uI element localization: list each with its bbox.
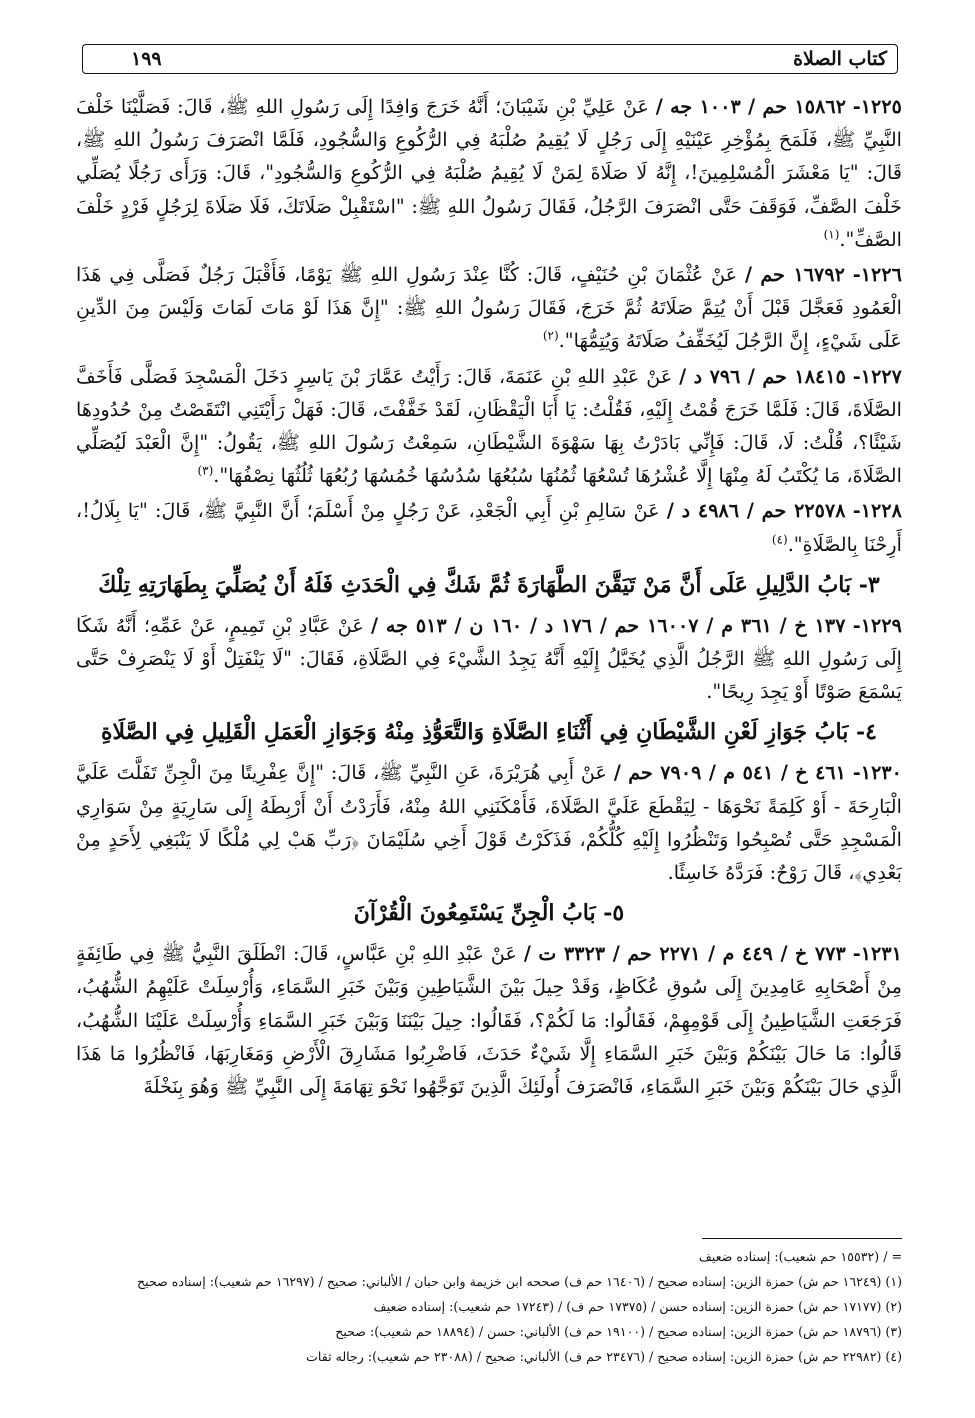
hadith-1227 bbox=[76, 360, 902, 493]
hadith-number: ١٢٢٥- bbox=[852, 95, 902, 118]
hadith-refs: ١٥٨٦٢ حم / ١٠٠٣ جه / bbox=[655, 95, 847, 118]
hadith-text: عَنْ عَلِيِّ بْنِ شَيْبَانَ؛ أَنَّهُ خَرَجَ وَافِدًا إِلَى رَسُولِ اللهِ ﷺ، قَالَ: فَصَلَّيْنَا خَلْفَ النَّبِيِّ ﷺ، فَلَمَحَ بِمُؤْخِرِ عَيْنَيْهِ إِلَى رَجُلٍ لَا يُقِيمُ صُلْبَهُ فِي الرُّكُوعِ وَالسُّجُودِ، فَلَمَّا انْصَرَفَ رَسُولُ اللهِ ﷺ، قَالَ: "يَا مَعْشَرَ الْمُسْلِمِينَ!، إِنَّهُ لَا صَلَاةَ لِمَنْ لَا يُقِيمُ صُلْبَهُ فِي الرُّكُوعِ وَالسُّجُودِ"، قَالَ: وَرَأَى رَجُلًا يُصَلِّي خَلْفَ الصَّفِّ، فَوَقَفَ حَتَّى انْصَرَفَ الرَّجُلُ، فَقَالَ رَسُولُ اللهِ ﷺ: "اسْتَقْبِلْ صَلَاتَكَ، فَلَا صَلَاةَ لِرَجُلٍ فَرْدٍ خَلْفَ الصَّفِّ". bbox=[76, 95, 902, 251]
footnote-item: (١) (١٦٢٤٩ حم ش) حمزة الزين: إسناده صحيح / (١٦٤٠٦ حم ف) صححه ابن خزيمة وابن حبان / الألباني: صحيح / (١٦٢٩٧ حم شعيب): إسناده صحيح bbox=[137, 1274, 902, 1289]
hadith-refs: ١٣٧ خ / ٣٦١ م / ١٦٠٠٧ حم / ١٧٦ د / ١٦٠ ن / ٥١٣ جه / bbox=[371, 613, 846, 637]
book-title: كتاب الصلاة bbox=[793, 48, 887, 70]
hadith-1226 bbox=[76, 258, 902, 358]
hadith-text: عَنْ سَالِمِ بْنِ أَبِي الْجَعْدِ، عَنْ رَجُلٍ مِنْ أَسْلَمَ؛ أَنَّ النَّبِيَّ ﷺ، قَالَ: "يَا بِلَالُ!، أَرِحْنَا بِالصَّلَاةِ". bbox=[76, 499, 902, 556]
footnote-item: (٤) (٢٢٩٨٢ حم ش) حمزة الزين: إسناده صحيح / (٢٣٤٧٦ حم ف) الألباني: صحيح / (٢٣٠٨٨ حم شعيب): رجاله ثقات bbox=[306, 1349, 902, 1364]
footnote-item: (٢) (١٧١٧٧ حم ش) حمزة الزين: إسناده حسن / (١٧٣٧٥ حم ف) / (١٧٢٤٣ حم شعيب): إسناده ضعيف bbox=[373, 1299, 902, 1314]
footnote-marker: (٣) bbox=[197, 463, 214, 478]
footnote-marker: (٤) bbox=[771, 532, 788, 547]
hadith-refs: ١٦٧٩٢ حم / bbox=[745, 263, 845, 287]
hadith-refs: ٧٧٣ خ / ٤٤٩ م / ٢٢٧١ حم / ٣٣٢٣ ت / bbox=[523, 942, 846, 966]
hadith-refs: ٤٦١ خ / ٥٤١ م / ٧٩٠٩ حم / bbox=[613, 761, 846, 785]
page-number: ١٩٩ bbox=[131, 48, 162, 70]
footnote-list bbox=[76, 1244, 902, 1369]
hadith-number: ١٢٢٦- bbox=[852, 263, 902, 287]
hadith-text: عَنْ أَبِي هُرَيْرَةَ، عَنِ النَّبِيِّ ﷺ، قَالَ: "إِنَّ عِفْرِيتًا مِنَ الْجِنِّ تَفَلَّتَ عَلَيَّ الْبَارِحَةَ - أَوْ كَلِمَةً نَحْوَهَا - لِيَقْطَعَ عَلَيَّ الصَّلَاةَ، فَأَمْكَنَنِي اللهُ مِنْهُ، فَأَرَدْتُ أَنْ أَرْبِطَهُ إِلَى سَارِيَةٍ مِنْ سَوَارِي الْمَسْجِدِ حَتَّى تُصْبِحُوا وَتَنْظُرُوا إِلَيْهِ كُلُّكُمْ، فَذَكَرْتُ قَوْلَ أَخِي سُلَيْمَانَ ﴿رَبِّ هَبْ لِي مُلْكًا لَا يَنْبَغِي لِأَحَدٍ مِنْ بَعْدِي﴾، قَالَ رَوْحٌ: فَرَدَّهُ خَاسِئًا. bbox=[76, 761, 902, 885]
hadith-number: ١٢٢٧- bbox=[852, 364, 902, 388]
hadith-1230 bbox=[76, 756, 902, 889]
hadith-1228 bbox=[76, 494, 902, 560]
footnote-item: = / (١٥٥٣٢ حم شعيب): إسناده ضعيف bbox=[698, 1249, 902, 1264]
chapter-heading-3: ٣- بَابُ الدَّلِيلِ عَلَى أَنَّ مَنْ تَيَقَّنَ الطَّهَارَةَ ثُمَّ شَكَّ فِي الْحَدَثِ فَلَهُ أَنْ يُصَلِّيَ بِطَهَارَتِهِ تِلْكَ bbox=[98, 571, 880, 598]
footnote-divider bbox=[702, 1238, 902, 1239]
hadith-refs: ٢٢٥٧٨ حم / ٤٩٨٦ د / bbox=[666, 499, 846, 523]
footnote-marker: (٢) bbox=[542, 329, 559, 344]
hadith-number: ١٢٢٨- bbox=[852, 499, 902, 523]
chapter-heading-4: ٤- بَابُ جَوَازِ لَعْنِ الشَّيْطَانِ فِي أَثْنَاءِ الصَّلَاةِ وَالتَّعَوُّذِ مِنْهُ وَجَوَازِ الْعَمَلِ الْقَلِيلِ فِي الصَّلَاةِ bbox=[101, 719, 877, 746]
hadith-1229 bbox=[76, 609, 902, 709]
hadith-text: عَنْ عَبَّادِ بْنِ تَمِيمٍ، عَنْ عَمِّهِ؛ أَنَّهُ شَكَا إِلَى رَسُولِ اللهِ ﷺ الرَّجُلُ الَّذِي يُخَيَّلُ إِلَيْهِ أَنَّهُ يَجِدُ الشَّيْءَ فِي الصَّلَاةِ، فَقَالَ: "لَا يَنْفَتِلْ أَوْ لَا يَنْصَرِفْ حَتَّى يَسْمَعَ صَوْتًا أَوْ يَجِدَ رِيحًا". bbox=[76, 613, 902, 704]
hadith-number: ١٢٣٠- bbox=[852, 761, 902, 785]
footnote-item: (٣) (١٨٧٩٦ حم ش) حمزة الزين: إسناده صحيح / (١٩١٠٠ حم ف) الألباني: حسن / (١٨٨٩٤ حم شعيب): صحيح bbox=[335, 1324, 902, 1339]
hadith-number: ١٢٣١- bbox=[852, 942, 902, 966]
hadith-number: ١٢٢٩- bbox=[852, 613, 902, 637]
hadith-text: عَنْ عُثْمَانَ بْنِ حُنَيْفٍ، قَالَ: كُنَّا عِنْدَ رَسُولِ اللهِ ﷺ يَوْمًا، فَأَقْبَلَ رَجُلٌ فَصَلَّى فِي هَذَا الْعَمُودِ فَعَجَّلَ قَبْلَ أَنْ يُتِمَّ صَلَاتَهُ ثُمَّ خَرَجَ، فَقَالَ رَسُولُ اللهِ ﷺ: "إِنَّ هَذَا لَوْ مَاتَ لَمَاتَ وَلَيْسَ مِنَ الدِّينِ عَلَى شَيْءٍ، إِنَّ الرَّجُلَ لَيُخَفِّفُ صَلَاتَهُ وَيُتِمُّهَا". bbox=[76, 263, 902, 353]
hadith-text: عَنْ عَبْدِ اللهِ بْنِ عَنَمَةَ، قَالَ: رَأَيْتُ عَمَّارَ بْنَ يَاسِرٍ دَخَلَ الْمَسْجِدَ فَصَلَّى فَأَخَفَّ الصَّلَاةَ، قَالَ: فَلَمَّا خَرَجَ قُمْتُ إِلَيْهِ، فَقُلْتُ: يَا أَبَا الْيَقْظَانِ، لَقَدْ خَفَّفْتَ، قَالَ: فَهَلْ رَأَيْتَنِي انْتَقَصْتُ مِنْ حُدُودِهَا شَيْئًا؟، قُلْتُ: لَا، قَالَ: فَإِنِّي بَادَرْتُ بِهَا سَهْوَةَ الشَّيْطَانِ، سَمِعْتُ رَسُولَ اللهِ ﷺ، يَقُولُ: "إِنَّ الْعَبْدَ لَيُصَلِّي الصَّلَاةَ، مَا يُكْتَبُ لَهُ مِنْهَا إِلَّا عُشْرُهَا تُسْعُهَا ثُمُنُهَا سُبُعُهَا سُدُسُهَا خُمُسُهَا رُبُعُهَا ثُلُثُهَا نِصْفُهَا". bbox=[76, 364, 902, 488]
chapter-heading-5: ٥- بَابُ الْجِنِّ يَسْتَمِعُونَ الْقُرْآنَ bbox=[353, 900, 625, 927]
hadith-refs: ١٨٤١٥ حم / ٧٩٦ د / bbox=[679, 364, 846, 388]
footnote-marker: (١) bbox=[823, 227, 840, 242]
hadith-1225 bbox=[76, 90, 902, 256]
page-header bbox=[82, 44, 898, 74]
main-text bbox=[76, 90, 902, 1105]
hadith-text: عَنْ عَبْدِ اللهِ بْنِ عَبَّاسٍ، قَالَ: انْطَلَقَ النَّبِيُّ ﷺ فِي طَائِفَةٍ مِنْ أَصْحَابِهِ عَامِدِينَ إِلَى سُوقِ عُكَاظٍ، وَقَدْ حِيلَ بَيْنَ الشَّيَاطِينِ وَبَيْنَ خَبَرِ السَّمَاءِ، وَأُرْسِلَتْ عَلَيْهِمُ الشُّهُبُ، فَرَجَعَتِ الشَّيَاطِينُ إِلَى قَوْمِهِمْ، فَقَالُوا: مَا لَكُمْ؟، فَقَالُوا: حِيلَ بَيْنَنَا وَبَيْنَ خَبَرِ السَّمَاءِ وَأُرْسِلَتْ عَلَيْنَا الشُّهُبُ، قَالُوا: مَا حَالَ بَيْنَكُمْ وَبَيْنَ خَبَرِ السَّمَاءِ إِلَّا شَيْءٌ حَدَثَ، فَاضْرِبُوا مَشَارِقَ الْأَرْضِ وَمَغَارِبَهَا، فَانْظُرُوا مَا هَذَا الَّذِي حَالَ بَيْنَكُمْ وَبَيْنَ خَبَرِ السَّمَاءِ، فَانْصَرَفَ أُولَئِكَ الَّذِينَ تَوَجَّهُوا نَحْوَ تِهَامَةَ إِلَى النَّبِيِّ ﷺ وَهُوَ بِنَخْلَةَ bbox=[76, 942, 902, 1099]
hadith-1231 bbox=[76, 937, 902, 1103]
